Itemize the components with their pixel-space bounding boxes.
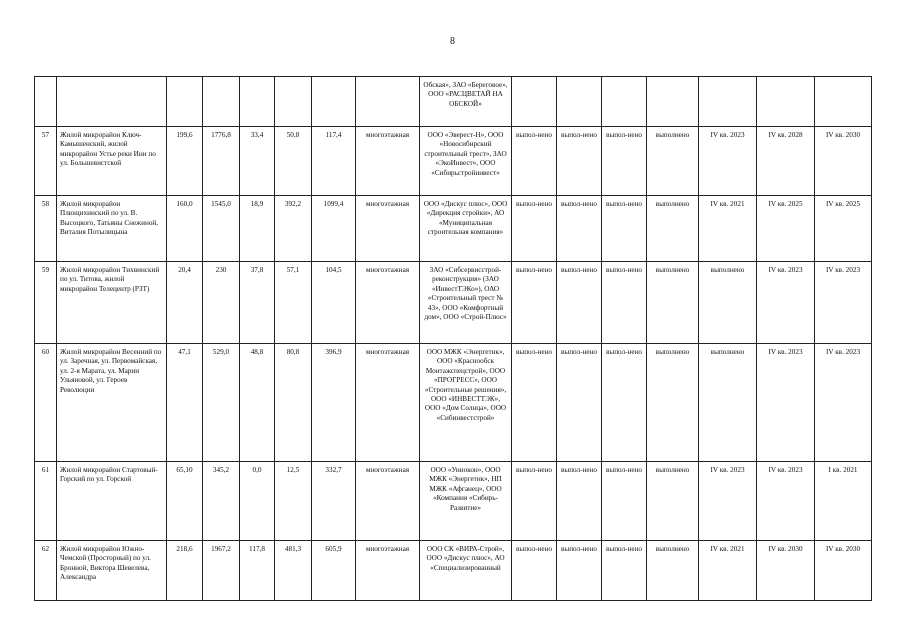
value-cell: 529,0 [203, 344, 240, 462]
row-number-cell: 58 [35, 196, 57, 262]
value-cell: 332,7 [312, 462, 356, 541]
district-name-cell: Жилой микрорайон Ключ-Камышенский, жилой микрорайон Устье реки Ини по ул. Большевистской [57, 127, 167, 196]
district-name-cell: Жилой микрорайон Весенний по ул. Заречная, ул. Первомайская, ул. 2-я Марата, ул. Марии Ульяновой, ул. Героев Революции [57, 344, 167, 462]
developer-cell: ООО «Эверест-Н», ООО «Новосибирский строительный трест», ЗАО «ЭкоИнвест», ООО «Сибирьстройинвест» [420, 127, 512, 196]
table-row [35, 541, 872, 601]
district-name-cell: Жилой микрорайон Тихвинский по ул. Титова, жилой микрорайон Телецентр (РЗТ) [57, 262, 167, 344]
status-cell: выпол-нено [557, 344, 602, 462]
building-type-cell: многоэтажная [356, 344, 420, 462]
status-cell: выпол-нено [557, 262, 602, 344]
value-cell: 392,2 [275, 196, 312, 262]
date-cell: IV кв. 2030 [815, 541, 872, 601]
date-cell: выполнено [699, 262, 757, 344]
developer-cell: Обская», ЗАО «Береговое», ООО «РАСЦВЕТАЙ НА ОБСКОЙ» [420, 77, 512, 127]
status-cell: выпол-нено [512, 541, 557, 601]
value-cell: 605,9 [312, 541, 356, 601]
status-cell: выпол-нено [602, 462, 647, 541]
value-cell: 117,4 [312, 127, 356, 196]
date-cell: IV кв. 2021 [699, 196, 757, 262]
value-cell: 0,0 [240, 462, 275, 541]
table-row [35, 196, 872, 262]
row-number-cell: 57 [35, 127, 57, 196]
value-cell: 33,4 [240, 127, 275, 196]
table-row [35, 344, 872, 462]
value-cell: 18,9 [240, 196, 275, 262]
value-cell: 37,8 [240, 262, 275, 344]
row-number-cell: 62 [35, 541, 57, 601]
building-type-cell: многоэтажная [356, 541, 420, 601]
status-cell: выпол-нено [512, 344, 557, 462]
date-cell: I кв. 2021 [815, 462, 872, 541]
status-cell: выпол-нено [512, 127, 557, 196]
value-cell: 48,8 [240, 344, 275, 462]
table-row-continuation [35, 77, 872, 127]
date-cell: IV кв. 2030 [757, 541, 815, 601]
page-number: 8 [450, 36, 455, 47]
building-type-cell: многоэтажная [356, 127, 420, 196]
value-cell: 396,9 [312, 344, 356, 462]
value-cell: 12,5 [275, 462, 312, 541]
value-cell: 345,2 [203, 462, 240, 541]
building-type-cell: многоэтажная [356, 196, 420, 262]
building-type-cell: многоэтажная [356, 462, 420, 541]
value-cell: 230 [203, 262, 240, 344]
status-cell: выполнено [647, 462, 699, 541]
district-name-cell: Жилой микрорайон Южно-Чемской (Просторный) по ул. Бронной, Виктора Шевелева, Александра [57, 541, 167, 601]
date-cell: IV кв. 2025 [815, 196, 872, 262]
developer-cell: ООО «Дискус плюс», ООО «Дирекция стройки», АО «Муниципальная строительная компания» [420, 196, 512, 262]
value-cell: 47,1 [167, 344, 203, 462]
date-cell: IV кв. 2023 [757, 262, 815, 344]
value-cell: 218,6 [167, 541, 203, 601]
value-cell: 80,8 [275, 344, 312, 462]
status-cell: выпол-нено [557, 462, 602, 541]
value-cell: 1545,0 [203, 196, 240, 262]
status-cell: выпол-нено [512, 462, 557, 541]
table-row [35, 127, 872, 196]
row-number-cell: 60 [35, 344, 57, 462]
status-cell: выполнено [647, 262, 699, 344]
date-cell: IV кв. 2023 [757, 344, 815, 462]
status-cell: выпол-нено [512, 196, 557, 262]
status-cell: выпол-нено [602, 127, 647, 196]
value-cell: 50,8 [275, 127, 312, 196]
status-cell: выполнено [647, 127, 699, 196]
district-name-cell: Жилой микрорайон Стартовый-Горский по ул. Горской [57, 462, 167, 541]
status-cell: выпол-нено [602, 344, 647, 462]
developer-cell: ООО СК «ВИРА-Строй», ООО «Дискус плюс», АО «Специализированный [420, 541, 512, 601]
value-cell: 57,1 [275, 262, 312, 344]
building-type-cell: многоэтажная [356, 262, 420, 344]
date-cell: IV кв. 2025 [757, 196, 815, 262]
date-cell: IV кв. 2023 [815, 262, 872, 344]
table-row [35, 262, 872, 344]
status-cell: выпол-нено [602, 196, 647, 262]
status-cell: выпол-нено [512, 262, 557, 344]
value-cell: 104,5 [312, 262, 356, 344]
status-cell: выпол-нено [557, 196, 602, 262]
value-cell: 1099,4 [312, 196, 356, 262]
value-cell: 199,6 [167, 127, 203, 196]
date-cell: IV кв. 2023 [815, 344, 872, 462]
construction-table [34, 76, 872, 601]
status-cell: выполнено [647, 196, 699, 262]
date-cell: IV кв. 2030 [815, 127, 872, 196]
value-cell: 20,4 [167, 262, 203, 344]
date-cell: IV кв. 2023 [699, 462, 757, 541]
developer-cell: ООО МЖК «Энергетик», ООО «Краснообск Монтажспецстрой», ООО «ПРОГРЕСС», ООО «Строительные решения», ООО «ИНВЕСТТЭК», ООО «Дом Солнца», ООО «Сибинвестстрой» [420, 344, 512, 462]
status-cell: выполнено [647, 344, 699, 462]
row-number-cell: 59 [35, 262, 57, 344]
value-cell: 117,8 [240, 541, 275, 601]
date-cell: IV кв. 2028 [757, 127, 815, 196]
row-number-cell: 61 [35, 462, 57, 541]
value-cell: 1776,8 [203, 127, 240, 196]
status-cell: выполнено [647, 541, 699, 601]
table-row [35, 462, 872, 541]
developer-cell: ЗАО «Сибсервисстрой-реконструкция» (ЗАО «ИнвестТЭКо»), ОАО «Строительный трест № 43», ООО «Комфортный дом», ООО «Строй-Плюс» [420, 262, 512, 344]
district-name-cell: Жилой микрорайон Плющихинский по ул. В. Высоцкого, Татьяны Снежиной, Виталия Потылицына [57, 196, 167, 262]
developer-cell: ООО «Униокон», ООО МЖК «Энергетик», НП МЖК «Афганец», ООО «Компания «Сибирь-Развитие» [420, 462, 512, 541]
value-cell: 481,3 [275, 541, 312, 601]
value-cell: 65,10 [167, 462, 203, 541]
status-cell: выпол-нено [557, 127, 602, 196]
date-cell: IV кв. 2021 [699, 541, 757, 601]
date-cell: IV кв. 2023 [757, 462, 815, 541]
date-cell: IV кв. 2023 [699, 127, 757, 196]
value-cell: 1967,2 [203, 541, 240, 601]
status-cell: выпол-нено [602, 262, 647, 344]
value-cell: 160,0 [167, 196, 203, 262]
status-cell: выпол-нено [557, 541, 602, 601]
status-cell: выпол-нено [602, 541, 647, 601]
date-cell: выполнено [699, 344, 757, 462]
